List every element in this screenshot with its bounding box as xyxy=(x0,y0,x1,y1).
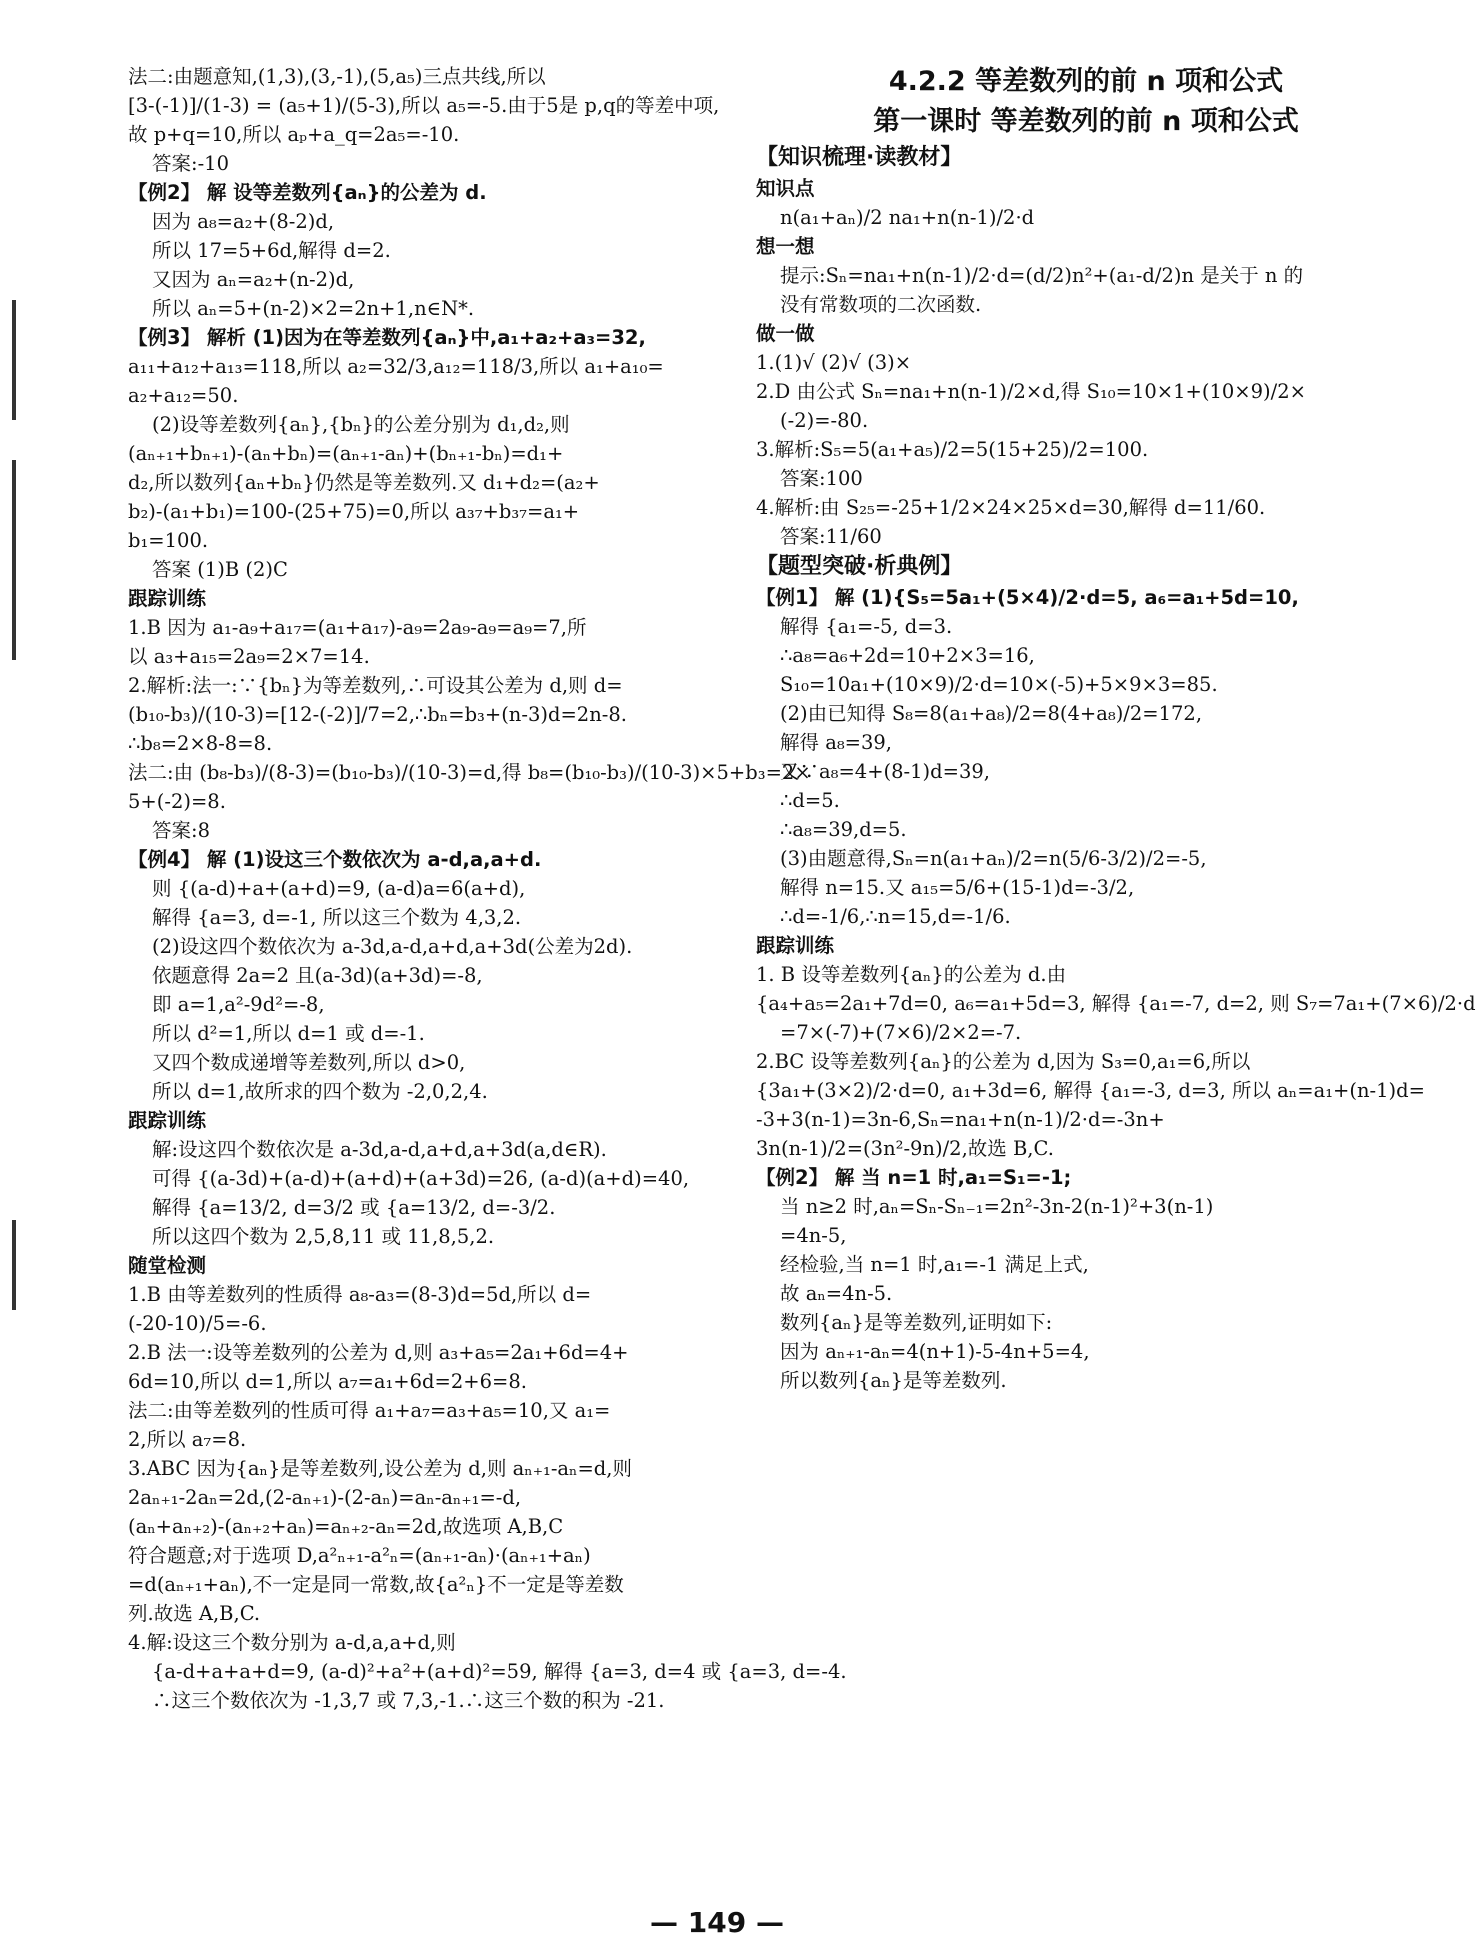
text-line: 法二:由 (b₈-b₃)/(8-3)=(b₁₀-b₃)/(10-3)=d,得 b₈=(b₁₀-b₃)/(10-3)×5+b₃=2× xyxy=(128,761,811,784)
text-line: 经检验,当 n=1 时,a₁=-1 满足上式, xyxy=(780,1253,1089,1276)
text-line: {a₄+a₅=2a₁+7d=0, a₆=a₁+5d=3, 解得 {a₁=-7, d=2, 则 S₇=7a₁+(7×6)/2·d xyxy=(756,992,1476,1015)
text-line: ∴b₈=2×8-8=8. xyxy=(128,732,273,755)
text-line: 2aₙ₊₁-2aₙ=2d,(2-aₙ₊₁)-(2-aₙ)=aₙ-aₙ₊₁=-d, xyxy=(128,1486,522,1509)
text-line: 可得 {(a-3d)+(a-d)+(a+d)+(a+3d)=26, (a-d)(a+d)=40, xyxy=(152,1167,690,1190)
text-line: 故 aₙ=4n-5. xyxy=(780,1282,893,1305)
text-line: ∴a₈=a₆+2d=10+2×3=16, xyxy=(780,644,1035,667)
text-line: 列.故选 A,B,C. xyxy=(128,1602,261,1625)
text-line: 因为 a₈=a₂+(8-2)d, xyxy=(152,210,335,233)
text-line: 解:设这四个数依次是 a-3d,a-d,a+d,a+3d(a,d∈R). xyxy=(152,1138,607,1161)
text-line: 即 a=1,a²-9d²=-8, xyxy=(152,993,325,1016)
text-line: 法二:由题意知,(1,3),(3,-1),(5,a₅)三点共线,所以 xyxy=(128,65,546,88)
lesson-title: 第一课时 等差数列的前 n 项和公式 xyxy=(873,106,1299,137)
text-line: a₁₁+a₁₂+a₁₃=118,所以 a₂=32/3,a₁₂=118/3,所以 a₁+a₁₀= xyxy=(128,355,664,378)
text-line: ∴这三个数依次为 -1,3,7 或 7,3,-1.∴这三个数的积为 -21. xyxy=(152,1689,665,1712)
text-line: 4.解:设这三个数分别为 a-d,a,a+d,则 xyxy=(128,1631,456,1654)
text-line: 解得 {a=3, d=-1, 所以这三个数为 4,3,2. xyxy=(152,906,522,929)
example-heading: 【例4】 解 (1)设这三个数依次为 a-d,a,a+d. xyxy=(128,848,542,871)
text-line: (aₙ+aₙ₊₂)-(aₙ₊₂+aₙ)=aₙ₊₂-aₙ=2d,故选项 A,B,C xyxy=(128,1515,564,1538)
example-heading: 【例3】 解析 (1)因为在等差数列{aₙ}中,a₁+a₂+a₃=32, xyxy=(128,326,646,349)
text-line: =d(aₙ₊₁+aₙ),不一定是同一常数,故{a²ₙ}不一定是等差数 xyxy=(128,1573,624,1596)
text-line: 4.解析:由 S₂₅=-25+1/2×24×25×d=30,解得 d=11/60. xyxy=(756,496,1266,519)
section-heading: 跟踪训练 xyxy=(756,934,835,957)
text-line: 数列{aₙ}是等差数列,证明如下: xyxy=(780,1311,1053,1334)
text-line: 6d=10,所以 d=1,所以 a₇=a₁+6d=2+6=8. xyxy=(128,1370,527,1393)
text-line: -3+3(n-1)=3n-6,Sₙ=na₁+n(n-1)/2·d=-3n+ xyxy=(756,1108,1165,1131)
section-heading: 【题型突破·析典例】 xyxy=(756,554,963,579)
text-line: 3.解析:S₅=5(a₁+a₅)/2=5(15+25)/2=100. xyxy=(756,438,1149,461)
subsection-heading: 做一做 xyxy=(756,322,815,345)
text-line: ∴d=-1/6,∴n=15,d=-1/6. xyxy=(780,905,1011,928)
text-line: 2.D 由公式 Sₙ=na₁+n(n-1)/2×d,得 S₁₀=10×1+(10×9)/2× xyxy=(756,380,1306,403)
text-line: =7×(-7)+(7×6)/2×2=-7. xyxy=(780,1021,1022,1044)
text-line: 所以 aₙ=5+(n-2)×2=2n+1,n∈N*. xyxy=(152,297,475,320)
text-line: (-20-10)/5=-6. xyxy=(128,1312,267,1335)
text-line: 法二:由等差数列的性质可得 a₁+a₇=a₃+a₅=10,又 a₁= xyxy=(128,1399,611,1422)
text-line: 依题意得 2a=2 且(a-3d)(a+3d)=-8, xyxy=(152,964,483,987)
text-line: =4n-5, xyxy=(780,1224,847,1247)
text-line: 故 p+q=10,所以 aₚ+a_q=2a₅=-10. xyxy=(128,123,460,146)
example-heading: 【例1】 解 (1){S₅=5a₁+(5×4)/2·d=5, a₆=a₁+5d=10, xyxy=(756,586,1299,609)
text-line: 提示:Sₙ=na₁+n(n-1)/2·d=(d/2)n²+(a₁-d/2)n 是关于 n 的 xyxy=(780,264,1304,287)
text-line: a₂+a₁₂=50. xyxy=(128,384,239,407)
text-line: 3.ABC 因为{aₙ}是等差数列,设公差为 d,则 aₙ₊₁-aₙ=d,则 xyxy=(128,1457,632,1480)
text-line: ∴d=5. xyxy=(780,789,840,812)
answer-line: 答案:100 xyxy=(780,467,863,490)
text-line: b₂)-(a₁+b₁)=100-(25+75)=0,所以 a₃₇+b₃₇=a₁+ xyxy=(128,500,580,523)
text-line: 所以这四个数为 2,5,8,11 或 11,8,5,2. xyxy=(152,1225,495,1248)
text-line: 所以 d²=1,所以 d=1 或 d=-1. xyxy=(152,1022,425,1045)
text-line: 符合题意;对于选项 D,a²ₙ₊₁-a²ₙ=(aₙ₊₁-aₙ)·(aₙ₊₁+aₙ) xyxy=(128,1544,591,1567)
subsection-heading: 知识点 xyxy=(756,177,815,200)
text-line: 因为 aₙ₊₁-aₙ=4(n+1)-5-4n+5=4, xyxy=(780,1340,1090,1363)
chapter-title: 4.2.2 等差数列的前 n 项和公式 xyxy=(888,66,1284,97)
text-line: (-2)=-80. xyxy=(780,409,869,432)
text-line: 2.B 法一:设等差数列的公差为 d,则 a₃+a₅=2a₁+6d=4+ xyxy=(128,1341,629,1364)
text-line: 解得 {a=13/2, d=3/2 或 {a=13/2, d=-3/2. xyxy=(152,1196,556,1219)
text-line: 又∵a₈=4+(8-1)d=39, xyxy=(780,760,990,783)
text-line: ∴a₈=39,d=5. xyxy=(780,818,907,841)
text-line: (aₙ₊₁+bₙ₊₁)-(aₙ+bₙ)=(aₙ₊₁-aₙ)+(bₙ₊₁-bₙ)=d₁+ xyxy=(128,442,564,465)
margin-scan-mark xyxy=(12,300,16,420)
text-line: 1.(1)√ (2)√ (3)× xyxy=(756,351,912,374)
text-line: {3a₁+(3×2)/2·d=0, a₁+3d=6, 解得 {a₁=-3, d=3, 所以 aₙ=a₁+(n-1)d= xyxy=(756,1079,1425,1102)
text-line: (2)设这四个数依次为 a-3d,a-d,a+d,a+3d(公差为2d). xyxy=(152,935,633,958)
text-line: 所以数列{aₙ}是等差数列. xyxy=(780,1369,1007,1392)
page-number-value: 149 xyxy=(687,1906,747,1939)
page-number: — 149 — xyxy=(650,1906,784,1939)
text-line: 1. B 设等差数列{aₙ}的公差为 d.由 xyxy=(756,963,1067,986)
text-line: 以 a₃+a₁₅=2a₉=2×7=14. xyxy=(128,645,370,668)
text-line: 2,所以 a₇=8. xyxy=(128,1428,247,1451)
text-line: (b₁₀-b₃)/(10-3)=[12-(-2)]/7=2,∴bₙ=b₃+(n-3)d=2n-8. xyxy=(128,703,627,726)
right-column xyxy=(756,62,1476,1395)
example-heading: 【例2】 解 设等差数列{aₙ}的公差为 d. xyxy=(128,181,487,204)
text-line: 没有常数项的二次函数. xyxy=(780,293,982,316)
margin-scan-mark xyxy=(12,460,16,660)
text-line: 2.解析:法一:∵{bₙ}为等差数列,∴可设其公差为 d,则 d= xyxy=(128,674,623,697)
text-line: 所以 d=1,故所求的四个数为 -2,0,2,4. xyxy=(152,1080,488,1103)
answer-line: 答案:11/60 xyxy=(780,525,882,548)
section-heading: 【知识梳理·读教材】 xyxy=(756,145,963,170)
text-line: 当 n≥2 时,aₙ=Sₙ-Sₙ₋₁=2n²-3n-2(n-1)²+3(n-1) xyxy=(780,1195,1214,1218)
text-line: (3)由题意得,Sₙ=n(a₁+aₙ)/2=n(5/6-3/2)/2=-5, xyxy=(780,847,1207,870)
text-line: 则 {(a-d)+a+(a+d)=9, (a-d)a=6(a+d), xyxy=(152,877,526,900)
text-line: 解得 n=15.又 a₁₅=5/6+(15-1)d=-3/2, xyxy=(780,876,1135,899)
text-line: (2)由已知得 S₈=8(a₁+a₈)/2=8(4+a₈)/2=172, xyxy=(780,702,1203,725)
section-heading: 跟踪训练 xyxy=(128,1109,207,1132)
text-line: (2)设等差数列{aₙ},{bₙ}的公差分别为 d₁,d₂,则 xyxy=(152,413,570,436)
text-line: 又四个数成递增等差数列,所以 d>0, xyxy=(152,1051,466,1074)
section-heading: 随堂检测 xyxy=(128,1254,207,1277)
answer-line: 答案 (1)B (2)C xyxy=(152,558,288,581)
text-line: 所以 17=5+6d,解得 d=2. xyxy=(152,239,391,262)
text-line: 解得 {a₁=-5, d=3. xyxy=(780,615,953,638)
text-line: 5+(-2)=8. xyxy=(128,790,226,813)
subsection-heading: 想一想 xyxy=(756,235,815,258)
text-line: d₂,所以数列{aₙ+bₙ}仍然是等差数列.又 d₁+d₂=(a₂+ xyxy=(128,471,600,494)
text-line: [3-(-1)]/(1-3) = (a₅+1)/(5-3),所以 a₅=-5.由于5是 p,q的等差中项, xyxy=(128,94,720,117)
section-heading: 跟踪训练 xyxy=(128,587,207,610)
text-line: 1.B 因为 a₁-a₉+a₁₇=(a₁+a₁₇)-a₉=2a₉-a₉=a₉=7,所 xyxy=(128,616,587,639)
answer-line: 答案:-10 xyxy=(152,152,229,175)
text-line: {a-d+a+a+d=9, (a-d)²+a²+(a+d)²=59, 解得 {a=3, d=4 或 {a=3, d=-4. xyxy=(152,1660,847,1683)
answer-line: 答案:8 xyxy=(152,819,210,842)
example-heading: 【例2】 解 当 n=1 时,a₁=S₁=-1; xyxy=(756,1166,1072,1189)
text-line: 解得 a₈=39, xyxy=(780,731,892,754)
text-line: S₁₀=10a₁+(10×9)/2·d=10×(-5)+5×9×3=85. xyxy=(780,673,1218,696)
text-line: 1.B 由等差数列的性质得 a₈-a₃=(8-3)d=5d,所以 d= xyxy=(128,1283,592,1306)
text-line: 又因为 aₙ=a₂+(n-2)d, xyxy=(152,268,355,291)
formula-line: n(a₁+aₙ)/2 na₁+n(n-1)/2·d xyxy=(780,206,1035,229)
margin-scan-mark xyxy=(12,1220,16,1310)
text-line: b₁=100. xyxy=(128,529,209,552)
text-line: 2.BC 设等差数列{aₙ}的公差为 d,因为 S₃=0,a₁=6,所以 xyxy=(756,1050,1251,1073)
text-line: 3n(n-1)/2=(3n²-9n)/2,故选 B,C. xyxy=(756,1137,1054,1160)
